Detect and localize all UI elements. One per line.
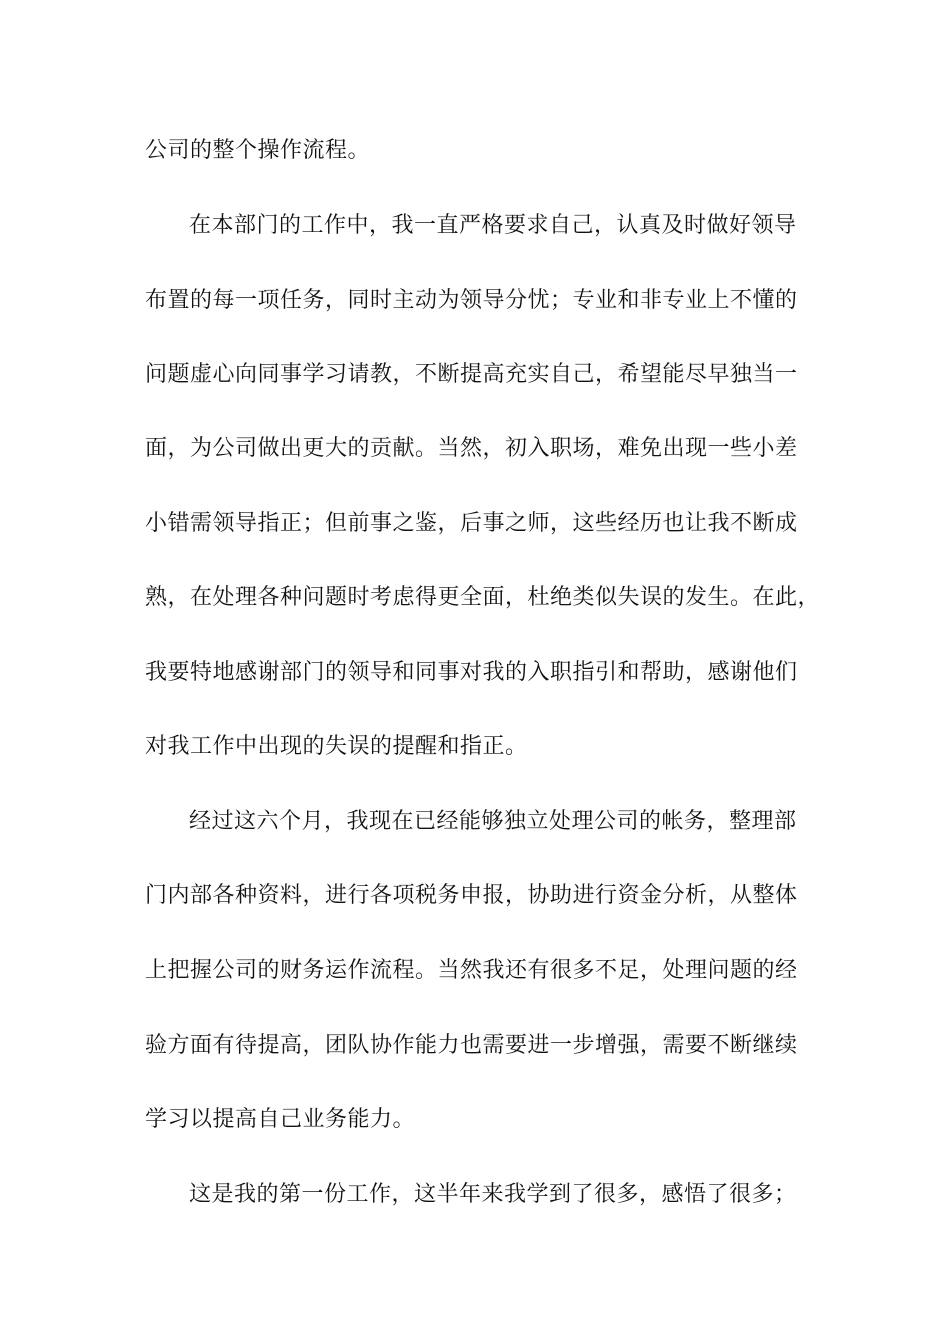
text-line: 门内部各种资料，进行各项税务申报，协助进行资金分析，从整体 — [145, 883, 798, 908]
paragraph-start-line: 经过这六个月，我现在已经能够独立处理公司的帐务，整理部 — [189, 809, 797, 834]
text-line: 布置的每一项任务，同时主动为领导分忧；专业和非专业上不懂的 — [145, 288, 798, 313]
text-line: 问题虚心向同事学习请教，不断提高充实自己，希望能尽早独当一 — [145, 362, 798, 387]
text-line: 对我工作中出现的失误的提醒和指正。 — [145, 734, 528, 759]
text-line: 公司的整个操作流程。 — [145, 138, 371, 163]
paragraph-start-line: 这是我的第一份工作，这半年来我学到了很多，感悟了很多； — [189, 1182, 797, 1207]
text-line: 我要特地感谢部门的领导和同事对我的入职指引和帮助，感谢他们 — [145, 660, 798, 685]
paragraph-start-line: 在本部门的工作中，我一直严格要求自己，认真及时做好领导 — [189, 213, 797, 238]
text-line: 上把握公司的财务运作流程。当然我还有很多不足，处理问题的经 — [145, 958, 798, 983]
text-line: 验方面有待提高，团队协作能力也需要进一步增强，需要不断继续 — [145, 1033, 798, 1058]
text-line: 熟，在处理各种问题时考虑得更全面，杜绝类似失误的发生。在此， — [145, 585, 821, 610]
text-line: 学习以提高自己业务能力。 — [145, 1107, 416, 1132]
text-line: 小错需领导指正；但前事之鉴，后事之师，这些经历也让我不断成 — [145, 511, 798, 536]
text-line: 面，为公司做出更大的贡献。当然，初入职场，难免出现一些小差 — [145, 436, 798, 461]
